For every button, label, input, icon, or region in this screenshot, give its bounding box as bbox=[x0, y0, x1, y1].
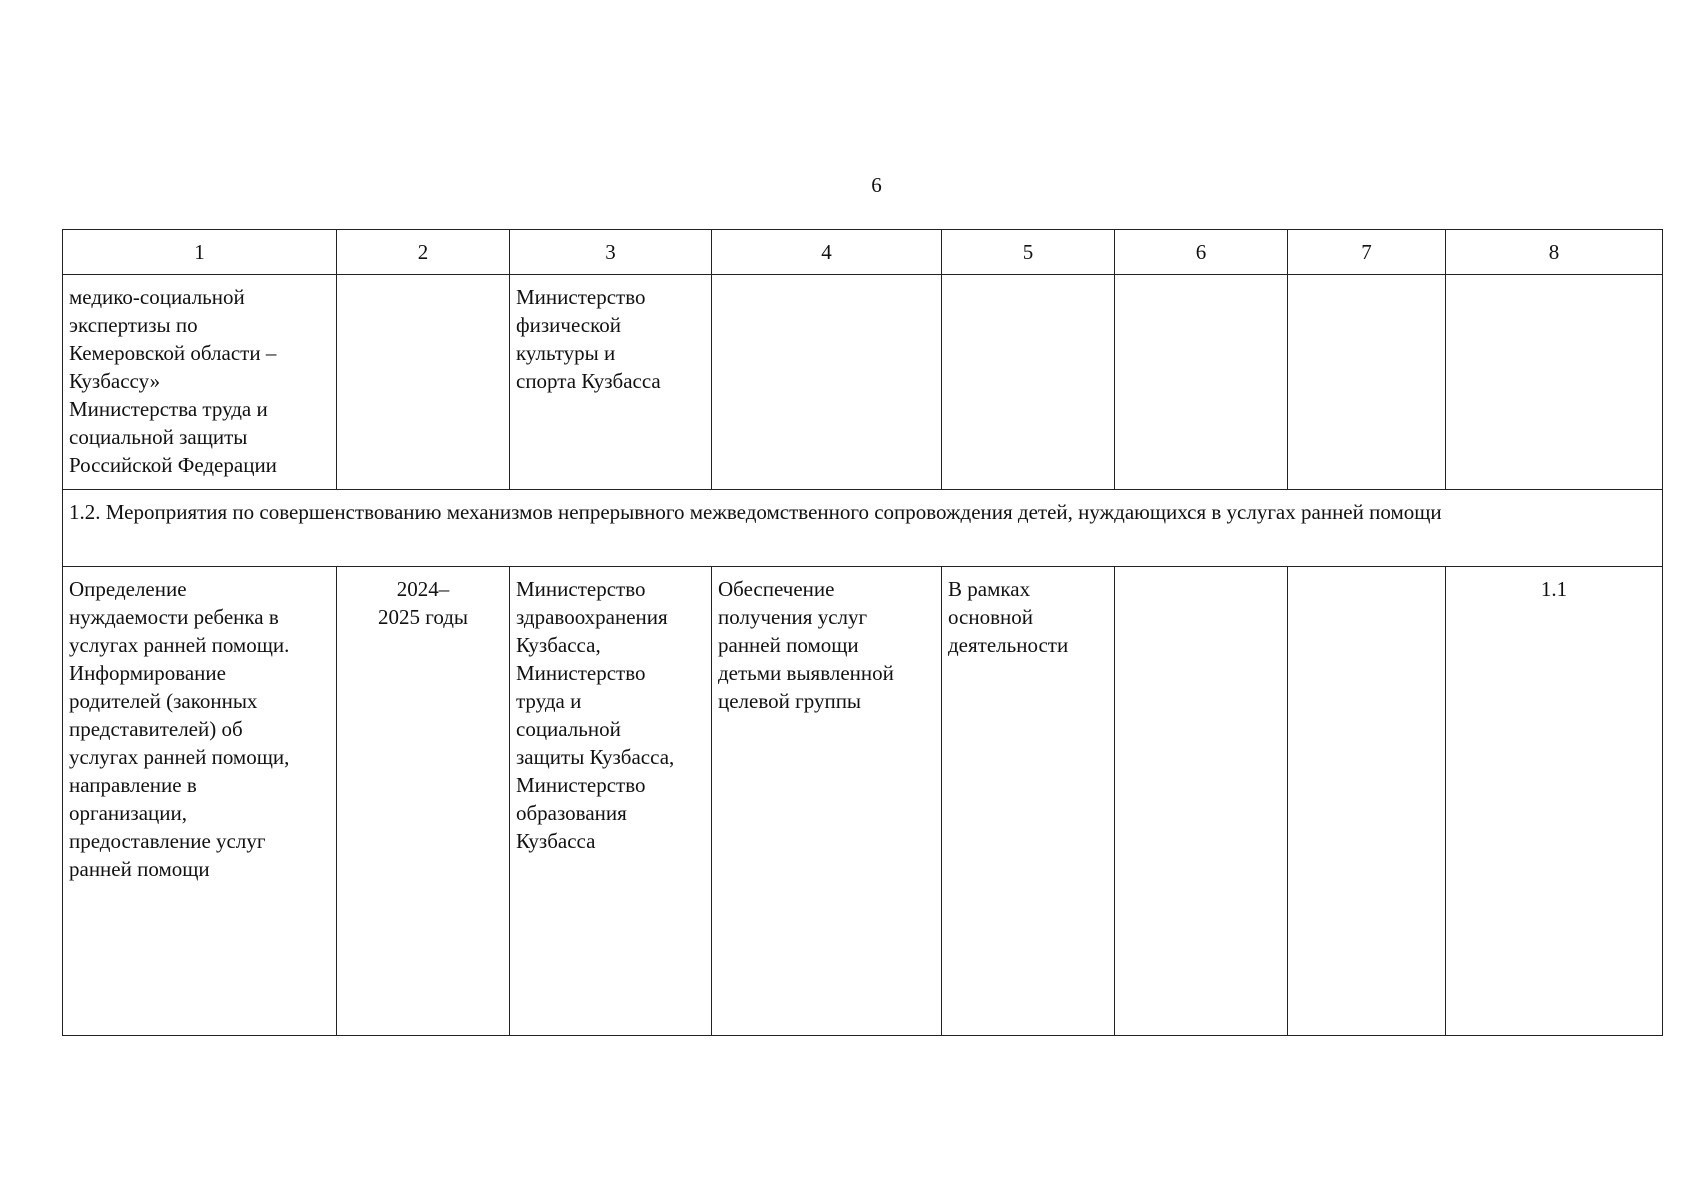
section-heading-row bbox=[63, 490, 1663, 567]
cell-col7 bbox=[1288, 567, 1446, 1036]
table-header-row bbox=[63, 230, 1663, 275]
header-cell-5: 5 bbox=[942, 230, 1115, 275]
header-cell-6: 6 bbox=[1115, 230, 1288, 275]
header-cell-4: 4 bbox=[712, 230, 942, 275]
header-cell-1: 1 bbox=[63, 230, 337, 275]
cell-result: Обеспечение получения услуг ранней помощи детьми выявленной целевой группы bbox=[712, 567, 942, 1036]
header-cell-7: 7 bbox=[1288, 230, 1446, 275]
cell-funding: В рамках основной деятельности bbox=[942, 567, 1115, 1036]
cell-responsible: Министерство физической культуры и спорта Кузбасса bbox=[510, 275, 712, 490]
header-cell-2: 2 bbox=[337, 230, 510, 275]
cell-result bbox=[712, 275, 942, 490]
table-row bbox=[63, 567, 1663, 1036]
cell-col6 bbox=[1115, 275, 1288, 490]
cell-col8 bbox=[1446, 275, 1663, 490]
header-cell-8: 8 bbox=[1446, 230, 1663, 275]
cell-col6 bbox=[1115, 567, 1288, 1036]
header-cell-3: 3 bbox=[510, 230, 712, 275]
cell-period bbox=[337, 275, 510, 490]
cell-col8: 1.1 bbox=[1446, 567, 1663, 1036]
cell-participants: медико-социальной экспертизы по Кемеровской области – Кузбассу» Министерства труда и социальной защиты Российской Федерации bbox=[63, 275, 337, 490]
cell-measure: Определение нуждаемости ребенка в услугах ранней помощи. Информирование родителей (законных представителей) об услугах ранней помощи, направление в организации, предоставление услуг ранней помощи bbox=[63, 567, 337, 1036]
section-heading: 1.2. Мероприятия по совершенствованию механизмов непрерывного межведомственного сопровождения детей, нуждающихся в услугах ранней помощи bbox=[63, 490, 1663, 567]
cell-period: 2024– 2025 годы bbox=[337, 567, 510, 1036]
page-number: 6 bbox=[871, 173, 882, 197]
cell-responsible: Министерство здравоохранения Кузбасса, Министерство труда и социальной защиты Кузбасса, Министерство образования Кузбасса bbox=[510, 567, 712, 1036]
cell-col7 bbox=[1288, 275, 1446, 490]
plan-table bbox=[62, 229, 1663, 1036]
cell-funding bbox=[942, 275, 1115, 490]
table-row bbox=[63, 275, 1663, 490]
